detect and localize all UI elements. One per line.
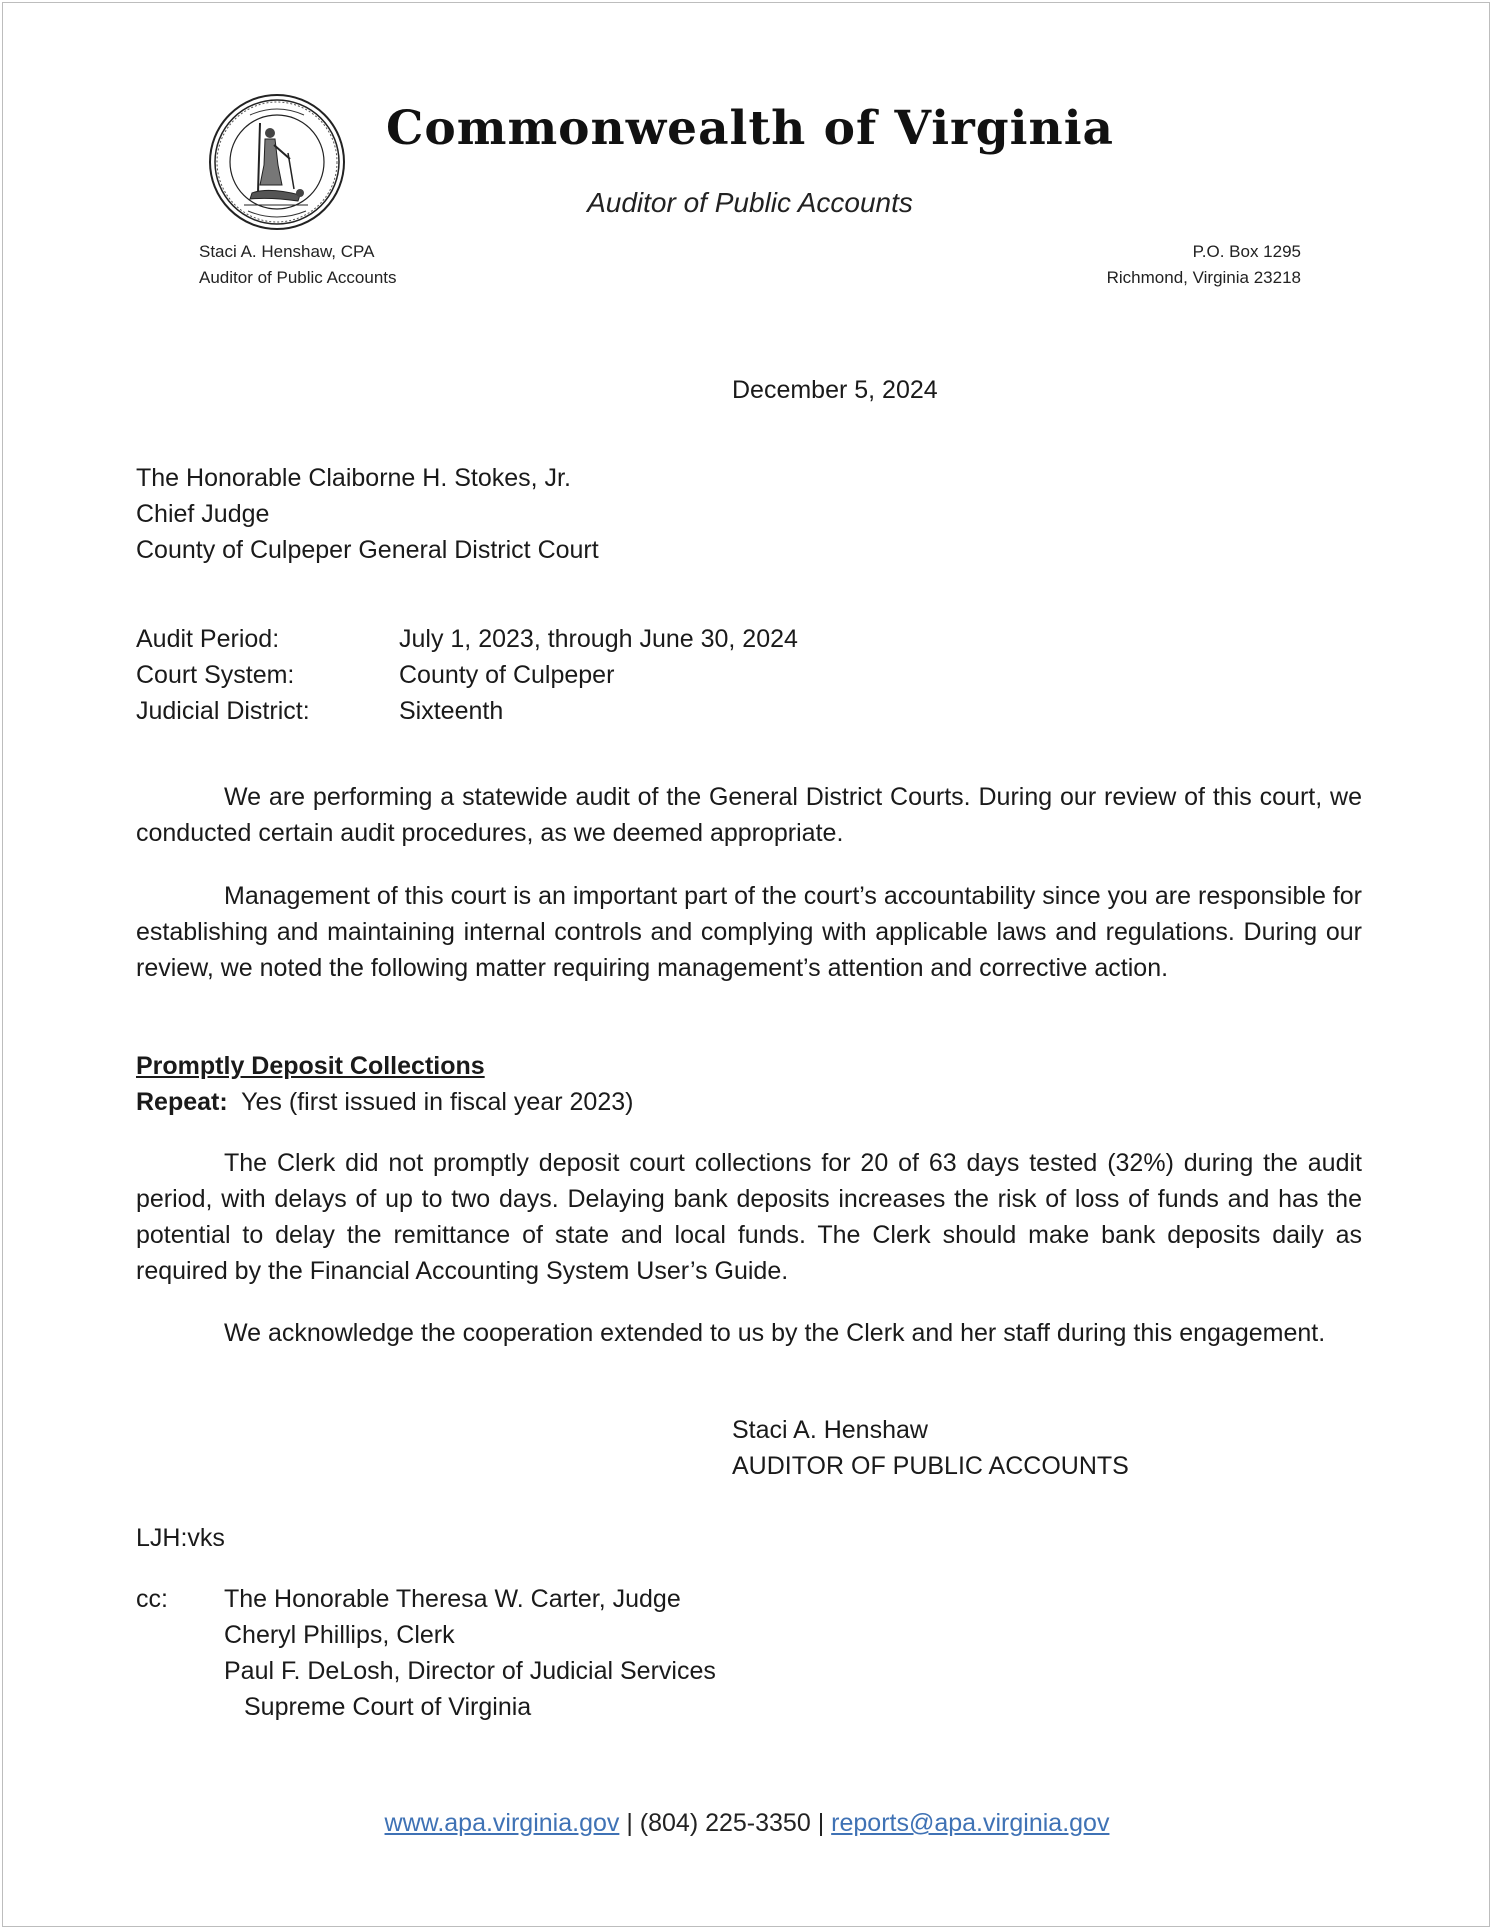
paragraph-text: Management of this court is an important part of the court’s accountability since you are responsible for establishing and maintaining internal controls and complying with applicable laws and regulations. During our review, we noted the following matter requiring management’s attention and corrective action.	[136, 882, 1362, 982]
addressee-name: The Honorable Claiborne H. Stokes, Jr.	[136, 464, 571, 492]
court-system-row	[136, 657, 798, 693]
audit-info-value: Sixteenth	[399, 697, 504, 725]
footer-separator: |	[817, 1809, 825, 1837]
paragraph-acknowledgement	[136, 1315, 1362, 1351]
cc-recipient: Paul F. DeLosh, Director of Judicial Services	[224, 1657, 716, 1685]
audit-info-label: Audit Period:	[136, 625, 280, 653]
cc-recipient: Cheryl Phillips, Clerk	[224, 1621, 455, 1649]
footer-separator: |	[626, 1809, 633, 1837]
cc-recipients	[224, 1581, 716, 1725]
audit-info-value: July 1, 2023, through June 30, 2024	[399, 625, 798, 653]
paragraph-management	[136, 878, 1362, 986]
paragraph-intro	[136, 779, 1362, 851]
sender-name: Staci A. Henshaw, CPA	[199, 242, 375, 261]
addressee-title: Chief Judge	[136, 500, 270, 528]
letterhead-title: Commonwealth of Virginia	[385, 101, 1115, 156]
judicial-district-row	[136, 693, 798, 729]
city-state-zip: Richmond, Virginia 23218	[1106, 268, 1301, 287]
virginia-seal-icon	[208, 93, 346, 231]
finding-repeat	[136, 1084, 633, 1120]
audit-info-label: Judicial District:	[136, 697, 310, 725]
paragraph-text: The Clerk did not promptly deposit court collections for 20 of 63 days tested (32%) during the audit period, with delays of up to two days. Delaying bank deposits increases the risk of loss of funds and has the potential to delay the remittance of state and local funds. The Clerk should make bank deposits daily as required by the Financial Accounting System User’s Guide.	[136, 1149, 1362, 1285]
po-box: P.O. Box 1295	[1192, 242, 1301, 261]
cc-recipient: The Honorable Theresa W. Carter, Judge	[224, 1585, 681, 1613]
signature-title: AUDITOR OF PUBLIC ACCOUNTS	[732, 1452, 1129, 1480]
cc-label: cc:	[136, 1585, 168, 1613]
office-address	[903, 239, 1301, 291]
sender-title: Auditor of Public Accounts	[199, 268, 397, 287]
audit-info-value: County of Culpeper	[399, 661, 615, 689]
addressee-court: County of Culpeper General District Court	[136, 536, 599, 564]
addressee-block	[136, 460, 599, 568]
signature-name: Staci A. Henshaw	[732, 1416, 928, 1444]
repeat-label: Repeat:	[136, 1088, 228, 1116]
footer-contact	[3, 1809, 1491, 1838]
finding-title: Promptly Deposit Collections	[136, 1052, 485, 1080]
website-link[interactable]: www.apa.virginia.gov	[384, 1809, 620, 1837]
letterhead-subtitle: Auditor of Public Accounts	[587, 187, 913, 218]
letter-date: December 5, 2024	[732, 376, 938, 404]
reference-initials: LJH:vks	[136, 1524, 225, 1552]
paragraph-text: We acknowledge the cooperation extended to us by the Clerk and her staff during this engagement.	[224, 1319, 1326, 1347]
cc-block	[136, 1581, 716, 1725]
phone-number: (804) 225-3350	[639, 1809, 811, 1837]
audit-info-block	[136, 621, 798, 729]
audit-period-row	[136, 621, 798, 657]
signature-block	[732, 1412, 1129, 1484]
audit-info-label: Court System:	[136, 661, 295, 689]
email-link[interactable]: reports@apa.virginia.gov	[831, 1809, 1110, 1837]
repeat-value: Yes (first issued in fiscal year 2023)	[241, 1088, 634, 1116]
cc-recipient-org: Supreme Court of Virginia	[244, 1693, 532, 1721]
paragraph-finding	[136, 1145, 1362, 1289]
paragraph-text: We are performing a statewide audit of the General District Courts. During our review of this court, we conducted certain audit procedures, as we deemed appropriate.	[136, 783, 1362, 847]
letter-page	[2, 2, 1490, 1927]
sender-address	[199, 239, 397, 291]
